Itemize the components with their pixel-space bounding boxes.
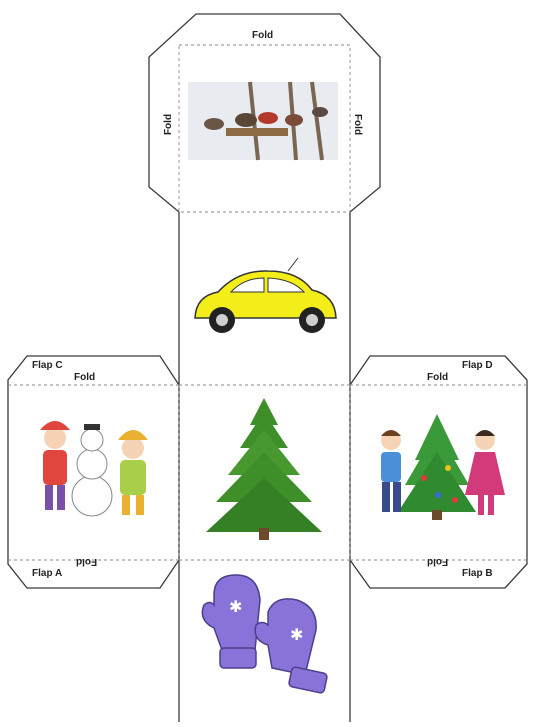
decorating-tree-picture	[381, 414, 505, 520]
right-fold-bottom-label: Fold	[427, 556, 449, 567]
yellow-car-picture	[195, 258, 336, 333]
svg-text:✱: ✱	[290, 625, 304, 644]
flap-a-label: Flap A	[32, 568, 63, 579]
svg-text:✱: ✱	[229, 597, 243, 616]
left-fold-label: Fold	[163, 113, 175, 136]
right-fold-label: Fold	[352, 113, 364, 136]
right-fold-top-label: Fold	[427, 372, 449, 383]
flap-b-label: Flap B	[462, 568, 493, 579]
left-fold-bottom-label: Fold	[76, 556, 98, 567]
flap-d-label: Flap D	[462, 360, 493, 371]
flap-c-label: Flap C	[32, 360, 63, 371]
purple-mittens-picture	[202, 575, 327, 694]
snowman-kids-picture	[40, 421, 148, 516]
left-fold-top-label: Fold	[74, 372, 96, 383]
top-fold-label: Fold	[252, 30, 274, 41]
fir-tree-picture	[206, 398, 322, 540]
birds-feeder-picture	[188, 82, 338, 160]
